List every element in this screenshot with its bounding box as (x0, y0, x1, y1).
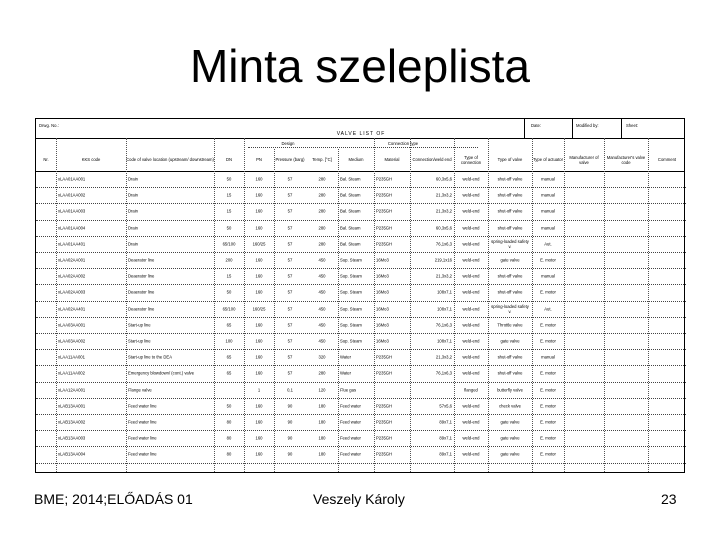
valve-list-sheet (35, 118, 685, 473)
table-row (36, 333, 686, 349)
cell-conn: 21,3x3,2 (435, 273, 452, 279)
cell-kks: xLAA02AA401 (58, 306, 86, 312)
cell-desc: Feed water line (128, 435, 157, 441)
cell-p: 57 (287, 257, 293, 263)
table-row (36, 187, 686, 203)
cell-pn: 160 (255, 451, 263, 457)
cell-mat: P235GH (376, 192, 393, 198)
cell-t: 180 (318, 403, 326, 409)
cell-desc: Start-up line (128, 322, 151, 328)
cell-pn: 160/25 (252, 241, 266, 247)
cell-tconn: weld-end (462, 257, 480, 263)
cell-dn: 65 (226, 354, 232, 360)
cell-t: 450 (318, 289, 326, 295)
cell-conn: 89x7,1 (439, 435, 452, 441)
cell-tact: manual (541, 354, 555, 360)
cell-kks: xLAA01AA002 (58, 192, 86, 198)
cell-desc: Drain (128, 225, 139, 231)
cell-medium: Feed water (340, 403, 361, 409)
column-header-manufacturer: Manufacturer of valve (569, 154, 599, 165)
cell-tact: E. motor (540, 289, 556, 295)
cell-tconn: weld-end (462, 289, 480, 295)
cell-medium: Sup. Steam (340, 338, 362, 344)
cell-tconn: weld-end (462, 192, 480, 198)
cell-dn: 50 (226, 289, 232, 295)
cell-tvalve: spring-loaded safety v. (491, 238, 529, 249)
cell-mat: P235GH (376, 225, 393, 231)
column-header-type-actuator: Type of actuator (532, 157, 564, 163)
cell-t: 280 (318, 370, 326, 376)
cell-mat: 16Mo3 (376, 338, 389, 344)
cell-pn: 1 (257, 387, 261, 393)
slide-title: Minta szeleplista (189, 40, 531, 92)
cell-t: 450 (318, 306, 326, 312)
cell-pn: 160 (255, 257, 263, 263)
cell-conn: 21,3x3,2 (435, 192, 452, 198)
cell-tconn: weld-end (462, 306, 480, 312)
cell-medium: Bal. Steam (340, 225, 361, 231)
cell-kks: xLAA02AA003 (58, 289, 86, 295)
cell-conn: 57x5,6 (439, 403, 452, 409)
table-row (36, 268, 686, 284)
cell-medium: Flue gas (340, 387, 357, 393)
table-row (36, 301, 686, 317)
cell-tact: Aut. (544, 241, 552, 247)
cell-conn: 21,3x3,2 (435, 208, 452, 214)
cell-medium: Bal. Steam (340, 176, 361, 182)
cell-desc: Deaerator line (128, 289, 155, 295)
cell-kks: xLAB13AA004 (58, 451, 86, 457)
cell-t: 450 (318, 273, 326, 279)
cell-pn: 160 (255, 370, 263, 376)
cell-kks: xLAB13AA002 (58, 419, 86, 425)
cell-mat: 16Mo3 (376, 306, 389, 312)
cell-kks: xLAA02AA002 (58, 273, 86, 279)
cell-medium: Water (340, 354, 352, 360)
column-header-weld-end: Connection/weld end (412, 157, 452, 163)
date-label: Date: (531, 123, 542, 128)
cell-tvalve: shut-off valve (497, 208, 523, 214)
cell-dn: 80 (226, 435, 232, 441)
header-band-lines (36, 119, 686, 138)
header-band-divider (36, 138, 684, 139)
cell-tvalve: gate valve (500, 419, 520, 425)
group-underline (248, 147, 478, 148)
cell-conn: 108x7,1 (437, 306, 452, 312)
cell-dn: 100 (225, 338, 233, 344)
design-group-label: Design (281, 141, 295, 146)
cell-medium: Sup. Steam (340, 306, 362, 312)
cell-tact: Aut. (544, 306, 552, 312)
cell-tconn: weld-end (462, 273, 480, 279)
cell-dn: 80 (226, 419, 232, 425)
cell-tvalve: shut-off valve (497, 176, 523, 182)
column-header-type-conn: Type of connection (460, 154, 482, 165)
cell-conn: 60,3x5,6 (435, 225, 452, 231)
column-header-kks: KKS code (81, 157, 101, 163)
cell-medium: Water (340, 370, 352, 376)
cell-t: 280 (318, 208, 326, 214)
cell-tact: E. motor (540, 435, 556, 441)
cell-conn: 108x7,1 (437, 289, 452, 295)
cell-t: 120 (318, 387, 326, 393)
cell-mat: P235GH (376, 370, 393, 376)
cell-medium: Sup. Steam (340, 322, 362, 328)
cell-medium: Bal. Steam (340, 241, 361, 247)
cell-conn: 76,1x6,3 (435, 322, 452, 328)
cell-desc: Flange valve (128, 387, 152, 393)
cell-tact: E. motor (540, 370, 556, 376)
cell-dn: 65/100 (222, 306, 236, 312)
cell-p: 57 (287, 176, 293, 182)
cell-tconn: weld-end (462, 225, 480, 231)
cell-mat: P235GH (376, 176, 393, 182)
cell-kks: xLAA11AA001 (58, 354, 85, 360)
cell-conn: 76,1x6,3 (435, 241, 452, 247)
cell-t: 180 (318, 451, 326, 457)
table-row (36, 171, 686, 187)
cell-dn: 65 (226, 370, 232, 376)
cell-t: 280 (318, 241, 326, 247)
cell-mat: P235GH (376, 451, 393, 457)
cell-tact: E. motor (540, 387, 556, 393)
table-row (36, 430, 686, 446)
cell-p: 57 (287, 289, 293, 295)
cell-pn: 160 (255, 273, 263, 279)
cell-conn: 60,3x5,6 (435, 176, 452, 182)
column-header-type-valve: Type of valve (497, 157, 523, 163)
cell-mat: 16Mo3 (376, 322, 389, 328)
cell-desc: Drain (128, 192, 139, 198)
cell-tvalve: shut-off valve (497, 289, 523, 295)
cell-dn: 50 (226, 403, 232, 409)
cell-kks: xLAA01AA003 (58, 208, 86, 214)
cell-conn: 108x7,1 (437, 338, 452, 344)
cell-desc: Start-up line to the DEA (128, 354, 172, 360)
cell-p: 90 (287, 435, 293, 441)
table-row (36, 414, 686, 430)
cell-medium: Sup. Steam (340, 257, 362, 263)
cell-tconn: weld-end (462, 176, 480, 182)
cell-tconn: weld-end (462, 241, 480, 247)
cell-desc: Feed water line (128, 451, 157, 457)
table-row (36, 203, 686, 219)
cell-kks: xLAA01AA001 (58, 176, 86, 182)
cell-tconn: weld-end (462, 451, 480, 457)
cell-t: 450 (318, 338, 326, 344)
cell-pn: 160/25 (252, 306, 266, 312)
cell-t: 450 (318, 257, 326, 263)
table-row (36, 349, 686, 365)
cell-p: 57 (287, 192, 293, 198)
cell-medium: Feed water (340, 435, 361, 441)
cell-kks: xLAA12AA001 (58, 387, 86, 393)
cell-t: 450 (318, 322, 326, 328)
cell-dn: 15 (226, 208, 232, 214)
cell-tvalve: shut-off valve (497, 370, 523, 376)
column-header-manufacturer-code: Manufacturer's valve code (606, 154, 646, 165)
cell-pn: 160 (255, 208, 263, 214)
cell-p: 57 (287, 338, 293, 344)
cell-t: 280 (318, 225, 326, 231)
cell-tconn: weld-end (462, 322, 480, 328)
cell-dn: 15 (226, 273, 232, 279)
footer-author: Veszely Károly (313, 491, 405, 507)
cell-pn: 160 (255, 435, 263, 441)
cell-pn: 160 (255, 192, 263, 198)
cell-p: 57 (287, 322, 293, 328)
cell-medium: Feed water (340, 451, 361, 457)
cell-dn: 200 (225, 257, 233, 263)
cell-t: 280 (318, 192, 326, 198)
cell-tact: E. motor (540, 257, 556, 263)
drawing-no-label: Drwg. No.: (39, 123, 59, 128)
cell-tact: manual (541, 192, 555, 198)
cell-pn: 160 (255, 403, 263, 409)
column-header-pn: PN (256, 157, 262, 163)
cell-tconn: weld-end (462, 354, 480, 360)
cell-mat: P235GH (376, 354, 393, 360)
cell-tvalve: check valve (499, 403, 521, 409)
table-row (36, 252, 686, 268)
cell-t: 180 (318, 419, 326, 425)
cell-p: 57 (287, 306, 293, 312)
cell-mat: 16Mo3 (376, 289, 389, 295)
column-header-material: Material (384, 157, 400, 163)
cell-desc: Drain (128, 208, 139, 214)
cell-tvalve: shut-off valve (497, 192, 523, 198)
cell-tconn: weld-end (462, 370, 480, 376)
cell-mat: P235GH (376, 208, 393, 214)
cell-dn: 65 (226, 322, 232, 328)
modified-by-label: Modified by: (576, 123, 599, 128)
footer-page-number: 23 (661, 491, 677, 507)
table-row (36, 284, 686, 300)
cell-conn: 21,3x3,2 (435, 354, 452, 360)
cell-tvalve: gate valve (500, 338, 520, 344)
cell-medium: Sup. Steam (340, 289, 362, 295)
cell-desc: Feed water line (128, 403, 157, 409)
column-header-description: Code of valve location (upstream/ downstream) (126, 157, 214, 163)
cell-p: 57 (287, 370, 293, 376)
cell-pn: 160 (255, 225, 263, 231)
cell-tact: E. motor (540, 338, 556, 344)
table-row (36, 382, 686, 398)
cell-t: 320 (318, 354, 326, 360)
cell-medium: Bal. Steam (340, 192, 361, 198)
cell-tconn: weld-end (462, 435, 480, 441)
cell-mat: P235GH (376, 403, 393, 409)
table-row (36, 220, 686, 236)
column-header-temp: Temp. [°C] (312, 157, 332, 163)
cell-mat: P235GH (376, 419, 393, 425)
cell-tconn: flanged (464, 387, 478, 393)
table-row (36, 365, 686, 381)
cell-conn: 89x7,1 (439, 451, 452, 457)
cell-mat: P235GH (376, 435, 393, 441)
cell-tvalve: gate valve (500, 257, 520, 263)
cell-tact: manual (541, 225, 555, 231)
cell-desc: Drain (128, 176, 139, 182)
cell-conn: 76,1x6,3 (435, 370, 452, 376)
cell-tact: manual (541, 176, 555, 182)
cell-pn: 160 (255, 176, 263, 182)
cell-dn: 50 (226, 176, 232, 182)
valve-list-title: VALVE LIST OF (336, 131, 386, 137)
cell-kks: xLAA11AA002 (58, 370, 85, 376)
cell-dn: 80 (226, 451, 232, 457)
cell-tvalve: spring-loaded safety v. (491, 303, 529, 314)
cell-conn: 89x7,1 (439, 419, 452, 425)
cell-pn: 160 (255, 338, 263, 344)
table-row (36, 446, 686, 462)
cell-tact: manual (541, 208, 555, 214)
cell-tconn: weld-end (462, 403, 480, 409)
cell-tvalve: gate valve (500, 435, 520, 441)
cell-medium: Feed water (340, 419, 361, 425)
cell-pn: 160 (255, 419, 263, 425)
cell-tact: E. motor (540, 451, 556, 457)
cell-mat: P235GH (376, 241, 393, 247)
cell-tvalve: shut-off valve (497, 225, 523, 231)
cell-p: 57 (287, 273, 293, 279)
cell-t: 180 (318, 435, 326, 441)
cell-kks: xLAA01AA004 (58, 225, 86, 231)
cell-p: 90 (287, 419, 293, 425)
cell-desc: Drain (128, 241, 139, 247)
column-header-medium: Medium (348, 157, 364, 163)
cell-desc: Deaerator line (128, 273, 155, 279)
footer-course: BME; 2014;ELŐADÁS 01 (34, 491, 193, 507)
column-header-no: Nr. (43, 157, 49, 163)
connection-group-label: Connection type (387, 141, 419, 146)
cell-tact: E. motor (540, 419, 556, 425)
cell-tvalve: butterfly valve (497, 387, 523, 393)
cell-tconn: weld-end (462, 338, 480, 344)
cell-pn: 160 (255, 322, 263, 328)
sheet-number-label: Sheet: (626, 123, 639, 128)
cell-desc: Start-up line (128, 338, 151, 344)
cell-tvalve: Throttle valve (497, 322, 523, 328)
cell-mat: 16Mo3 (376, 257, 389, 263)
cell-conn: 219,1x16 (434, 257, 452, 263)
cell-medium: Sup. Steam (340, 273, 362, 279)
cell-tact: E. motor (540, 322, 556, 328)
cell-kks: xLAA03AA001 (58, 322, 86, 328)
cell-p: 57 (287, 241, 293, 247)
cell-kks: xLAA03AA002 (58, 338, 86, 344)
cell-p: 57 (287, 225, 293, 231)
cell-desc: Feed water line (128, 419, 157, 425)
cell-desc: Deaerator line (128, 257, 155, 263)
row-divider (36, 463, 686, 464)
column-header-dn: DN (225, 157, 233, 163)
table-row (36, 317, 686, 333)
cell-p: 57 (287, 354, 293, 360)
cell-medium: Bal. Steam (340, 208, 361, 214)
cell-tact: manual (541, 273, 555, 279)
cell-kks: xLAA01AA401 (58, 241, 86, 247)
cell-tvalve: gate valve (500, 451, 520, 457)
column-header-comment: Comment (657, 157, 677, 163)
cell-kks: xLAA02AA001 (58, 257, 86, 263)
cell-desc: Emergency blowdown/ (cont.) valve (128, 370, 195, 376)
cell-tvalve: shut-off valve (497, 273, 523, 279)
cell-dn: 65/100 (222, 241, 236, 247)
cell-kks: xLAB13AA001 (58, 403, 86, 409)
cell-dn: 50 (226, 225, 232, 231)
cell-p: 90 (287, 403, 293, 409)
cell-p: 90 (287, 451, 293, 457)
cell-kks: xLAB13AA003 (58, 435, 86, 441)
cell-mat: 16Mo3 (376, 273, 389, 279)
cell-tconn: weld-end (462, 208, 480, 214)
cell-t: 280 (318, 176, 326, 182)
cell-pn: 160 (255, 354, 263, 360)
table-row (36, 236, 686, 252)
cell-dn: 15 (226, 192, 232, 198)
cell-tvalve: shut-off valve (497, 354, 523, 360)
cell-desc: Deaerator line (128, 306, 155, 312)
cell-p: 57 (287, 208, 293, 214)
cell-pn: 160 (255, 289, 263, 295)
cell-p: 0,1 (287, 387, 293, 393)
cell-tconn: weld-end (462, 419, 480, 425)
table-row (36, 398, 686, 414)
cell-tact: E. motor (540, 403, 556, 409)
column-header-pressure: Pressure (barg) (275, 157, 305, 163)
